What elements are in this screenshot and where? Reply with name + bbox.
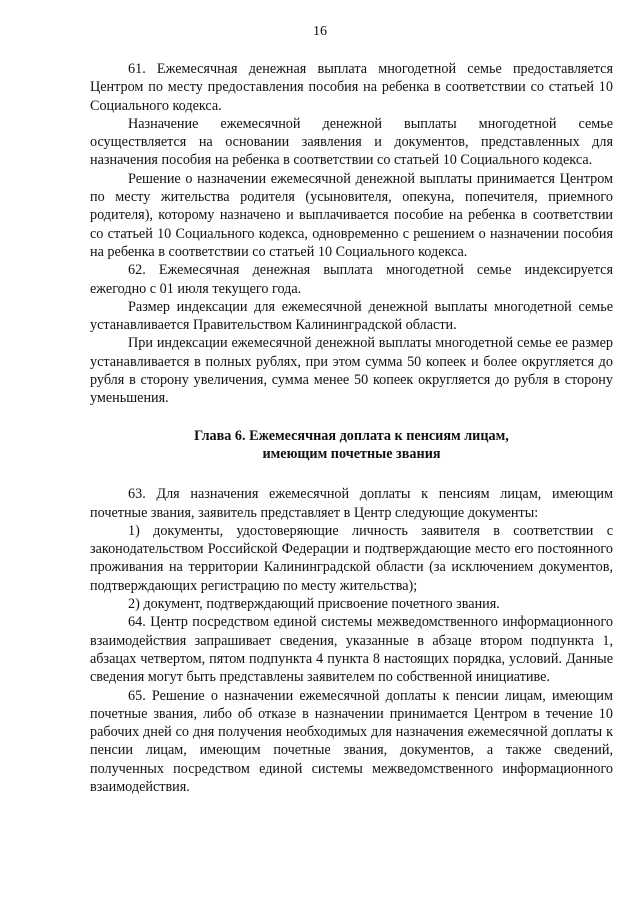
paragraph-62-rounding: При индексации ежемесячной денежной выплаты многодетной семье ее размер устанавливается в полных рублях, при этом сумма 50 копеек и более округляется до рубля в сторону увеличения, сумма менее 50 копеек округляется до рубля в сторону уменьшения.: [90, 335, 613, 407]
paragraph-63-item-1: 1) документы, удостоверяющие личность заявителя в соответствии с законодательством Российской Федерации и подтверждающие место его постоянного проживания на территории Калининградской области (за исключением документов, подтверждающих регистрацию по месту жительства);: [90, 522, 613, 594]
chapter-heading: [90, 427, 613, 464]
paragraph-61-decision: Решение о назначении ежемесячной денежной выплаты принимается Центром по месту жительства родителя (усыновителя, опекуна, попечителя, приемного родителя), которому назначено и выплачивается пособие на ребенка в соответствии со статьей 10 Социального кодекса, одновременно с решением о назначении пособия на ребенка в соответствии со статьей 10 Социального кодекса.: [90, 170, 613, 260]
chapter-heading-line-2: имеющим почетные звания: [262, 445, 441, 462]
paragraph-62-indexation-size: Размер индексации для ежемесячной денежной выплаты многодетной семье устанавливается Правительством Калининградской области.: [90, 298, 613, 334]
paragraph-62: 62. Ежемесячная денежная выплата многодетной семье индексируется ежегодно с 01 июля текущего года.: [90, 262, 613, 297]
paragraph-63: 63. Для назначения ежемесячной доплаты к пенсиям лицам, имеющим почетные звания, заявитель представляет в Центр следующие документы:: [90, 486, 613, 521]
paragraph-65: 65. Решение о назначении ежемесячной доплаты к пенсии лицам, имеющим почетные звания, либо об отказе в назначении принимается Центром в течение 10 рабочих дней со дня получения необходимых для назначения ежемесячной доплаты к пенсии лицам, имеющим почетные звания, документов, а также сведений, полученных посредством единой системы межведомственного информационного взаимодействия.: [90, 687, 613, 795]
paragraph-61: 61. Ежемесячная денежная выплата многодетной семье предоставляется Центром по месту предоставления пособия на ребенка в соответствии со статьей 10 Социального кодекса.: [90, 61, 613, 114]
page-number: 16: [313, 24, 327, 39]
paragraph-63-item-2: 2) документ, подтверждающий присвоение почетного звания.: [128, 596, 500, 613]
document-body: [90, 60, 613, 796]
paragraph-61-assignment: Назначение ежемесячной денежной выплаты многодетной семье осуществляется на основании заявления и документов, представленных для назначения пособия на ребенка в соответствии со статьей 10 Социального кодекса.: [90, 115, 613, 169]
chapter-heading-line-1: Глава 6. Ежемесячная доплата к пенсиям лицам,: [194, 427, 509, 444]
paragraph-64: 64. Центр посредством единой системы межведомственного информационного взаимодействия запрашивает сведения, указанные в абзаце втором подпункта 1, абзацах четвертом, пятом подпункта 4 пункта 8 настоящих порядка, условий. Данные сведения могут быть представлены заявителем по собственной инициативе.: [90, 614, 613, 686]
